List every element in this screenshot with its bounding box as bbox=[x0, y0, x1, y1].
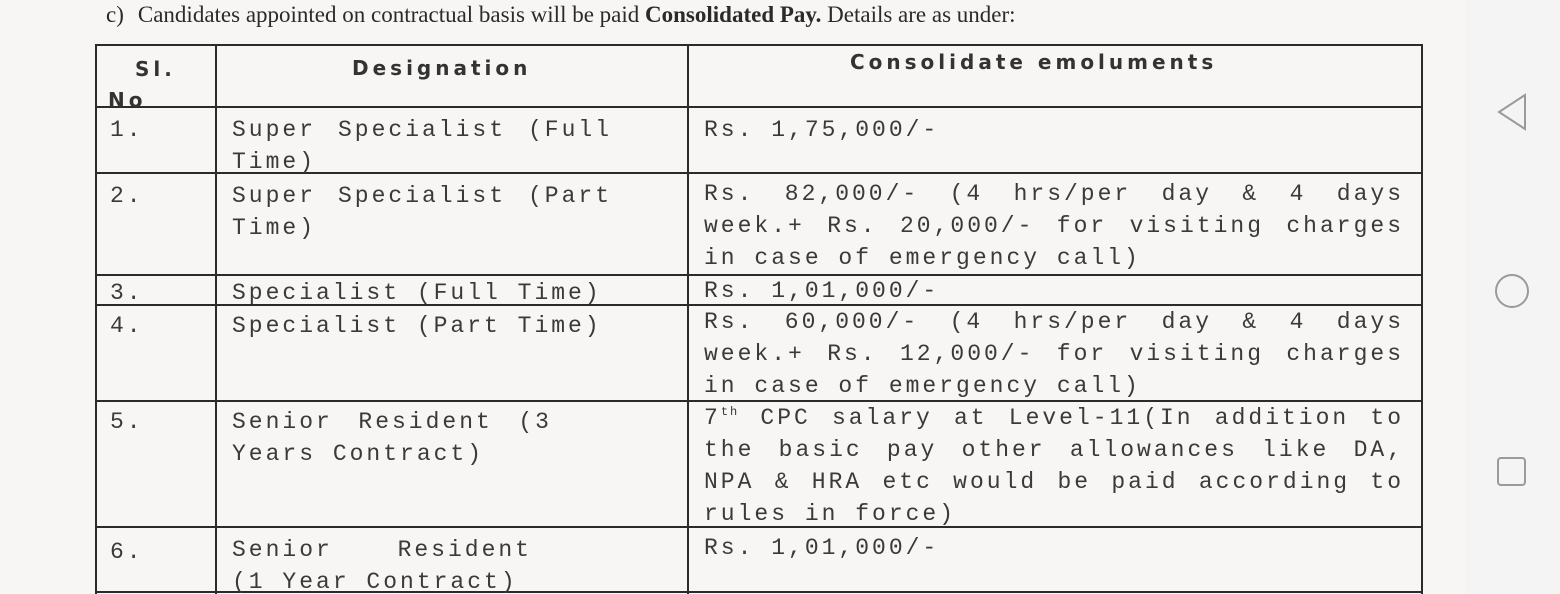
back-button[interactable] bbox=[1495, 92, 1531, 132]
row4-emoluments: Rs. 60,000/- (4 hrs/per day & 4 days week.+ Rs. 12,000/- for visiting charges in case of emergency call) bbox=[704, 309, 1404, 399]
row2-designation: Super Specialist (Part Time) bbox=[232, 183, 612, 241]
home-icon bbox=[1493, 272, 1531, 310]
row3-sl: 3. bbox=[110, 280, 144, 306]
row5-emoluments-sup: th bbox=[720, 405, 740, 419]
recents-icon bbox=[1496, 456, 1528, 488]
row3-designation: Specialist (Full Time) bbox=[232, 280, 602, 306]
header-sl-no bbox=[135, 55, 176, 83]
intro-text: Candidates appointed on contractual basis will be paid bbox=[137, 2, 646, 27]
android-nav-bar bbox=[1465, 0, 1560, 594]
intro-line bbox=[106, 0, 1436, 30]
row2-sl: 2. bbox=[110, 183, 144, 209]
header-designation: Designation bbox=[352, 56, 532, 80]
row5-sl: 5. bbox=[110, 409, 144, 435]
home-button[interactable] bbox=[1493, 272, 1531, 310]
row5-emoluments-text: CPC salary at Level-11(In addition to the basic pay other allowances like DA, NPA & HRA etc would be paid according to rules in force) bbox=[704, 405, 1404, 527]
row1-designation: Super Specialist (Full Time) bbox=[232, 117, 612, 175]
row1-sl: 1. bbox=[110, 117, 144, 143]
row6-emoluments: Rs. 1,01,000/- bbox=[704, 535, 940, 561]
row2-emoluments: Rs. 82,000/- (4 hrs/per day & 4 days week.+ Rs. 20,000/- for visiting charges in case of emergency call) bbox=[704, 181, 1404, 271]
row5-designation: Senior Resident (3 Years Contract) bbox=[232, 409, 552, 467]
header-sl-line1: Sl. bbox=[135, 57, 176, 81]
header-sl-line2: No bbox=[108, 88, 147, 112]
row1-emoluments: Rs. 1,75,000/- bbox=[704, 117, 940, 143]
list-marker: c) bbox=[106, 2, 124, 27]
intro-text-after: Details are as under: bbox=[821, 2, 1016, 27]
row5-emoluments bbox=[704, 402, 1404, 530]
row4-designation: Specialist (Part Time) bbox=[232, 313, 602, 339]
row6-designation: Senior Resident (1 Year Contract) bbox=[232, 537, 532, 594]
back-icon bbox=[1495, 92, 1531, 132]
recents-button[interactable] bbox=[1496, 456, 1528, 488]
header-sl-no-2 bbox=[108, 86, 146, 114]
header-emoluments: Consolidate emoluments bbox=[850, 50, 1218, 74]
intro-bold: Consolidated Pay. bbox=[645, 2, 822, 27]
row4-sl: 4. bbox=[110, 313, 144, 339]
row6-sl: 6. bbox=[110, 539, 144, 565]
row3-emoluments: Rs. 1,01,000/- bbox=[704, 278, 940, 304]
row5-emoluments-ordinal: 7 bbox=[704, 405, 721, 431]
